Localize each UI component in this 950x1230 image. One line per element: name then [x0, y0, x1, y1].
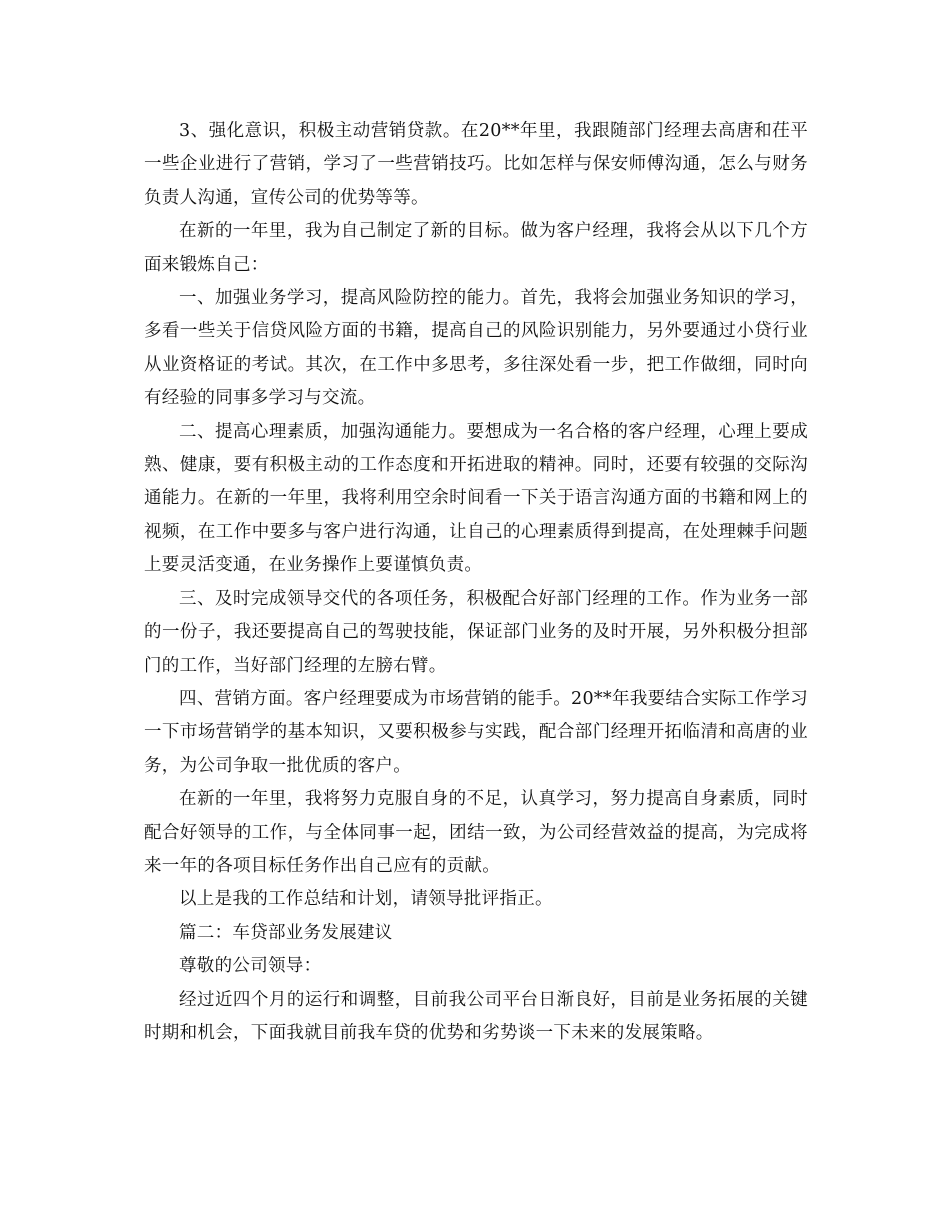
- paragraph: 四、营销方面。客户经理要成为市场营销的能手。20**年我要结合实际工作学习一下市场营销学的基本知识，又要积极参与实践，配合部门经理开拓临清和高唐的业务，为公司争取一批优质的客户。: [144, 688, 808, 776]
- paragraph: 3、强化意识，积极主动营销贷款。在20**年里，我跟随部门经理去高唐和茌平一些企业进行了营销，学习了一些营销技巧。比如怎样与保安师傅沟通，怎么与财务负责人沟通，宣传公司的优势等等。: [144, 121, 808, 208]
- section-heading: 篇二：车贷部业务发展建议: [179, 922, 393, 943]
- paragraph: 一、加强业务学习，提高风险防控的能力。首先，我将会加强业务知识的学习，多看一些关于信贷风险方面的书籍，提高自己的风险识别能力，另外要通过小贷行业从业资格证的考试。其次，在工作中多思考，多往深处看一步，把工作做细，同时向有经验的同事多学习与交流。: [144, 288, 808, 409]
- paragraph: 三、及时完成领导交代的各项任务，积极配合好部门经理的工作。作为业务一部的一份子，我还要提高自己的驾驶技能，保证部门业务的及时开展，另外积极分担部门的工作，当好部门经理的左膀右臂。: [144, 588, 808, 676]
- salutation: 尊敬的公司领导：: [179, 956, 322, 977]
- document-body: [144, 115, 808, 1050]
- paragraph: 以上是我的工作总结和计划，请领导批评指正。: [179, 889, 553, 910]
- paragraph: 在新的一年里，我将努力克服自身的不足，认真学习，努力提高自身素质，同时配合好领导的工作，与全体同事一起，团结一致，为公司经营效益的提高，为完成将来一年的各项目标任务作出自己应有的贡献。: [144, 789, 808, 876]
- paragraph: 经过近四个月的运行和调整，目前我公司平台日渐良好，目前是业务拓展的关键时期和机会，下面我就目前我车贷的优势和劣势谈一下未来的发展策略。: [144, 989, 808, 1043]
- paragraph: 二、提高心理素质，加强沟通能力。要想成为一名合格的客户经理，心理上要成熟、健康，要有积极主动的工作态度和开拓进取的精神。同时，还要有较强的交际沟通能力。在新的一年里，我将利用空余时间看一下关于语言沟通方面的书籍和网上的视频，在工作中要多与客户进行沟通，让自己的心理素质得到提高，在处理棘手问题上要灵活变通，在业务操作上要谨慎负责。: [144, 421, 808, 576]
- paragraph: 在新的一年里，我为自己制定了新的目标。做为客户经理，我将会从以下几个方面来锻炼自己：: [144, 221, 808, 275]
